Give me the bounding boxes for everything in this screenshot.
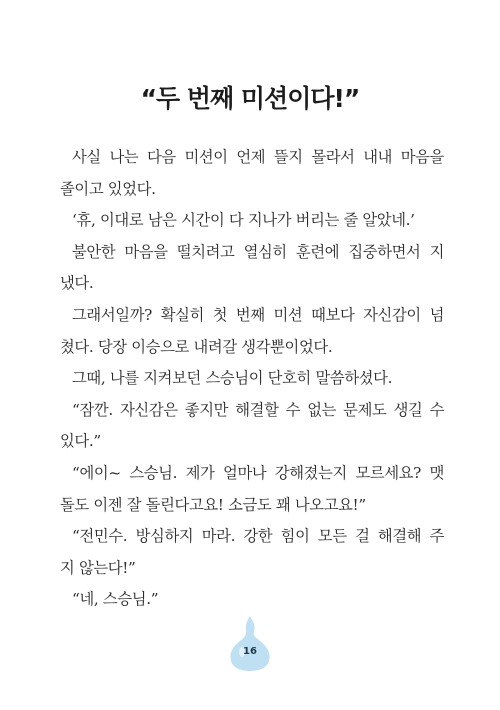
chapter-title: “두 번째 미션이다!”: [140, 84, 360, 113]
droplet-flame-icon: [223, 614, 277, 672]
text-line: “잠깐. 자신감은 좋지만 해결할 수 없는 문제도 생길 수: [72, 400, 444, 419]
text-line: 쳤다. 당장 이승으로 내려갈 생각뿐이었다.: [60, 337, 333, 356]
text-line: ‘휴, 이대로 남은 시간이 다 지나가 버리는 줄 알았네.’: [72, 211, 415, 230]
text-line: 냈다.: [60, 274, 94, 293]
paragraph: [60, 395, 444, 458]
text-line: “에이~ 스승님. 제가 얼마나 강해졌는지 모르세요? 맷: [72, 463, 444, 482]
paragraph: [60, 237, 444, 300]
body-text: [60, 142, 444, 616]
paragraph: [60, 363, 444, 395]
text-line: 있다.”: [60, 432, 101, 451]
paragraph: [60, 205, 444, 237]
text-line: 불안한 마음을 떨치려고 열심히 훈련에 집중하면서 지: [72, 242, 444, 261]
text-line: 졸이고 있었다.: [60, 179, 156, 198]
text-line: “네, 스승님.”: [72, 590, 159, 609]
page-number: 16: [243, 646, 257, 657]
text-line: “전민수. 방심하지 마라. 강한 힘이 모든 걸 해결해 주: [72, 527, 444, 546]
paragraph: [60, 300, 444, 363]
paragraph: [60, 142, 444, 205]
paragraph: [60, 521, 444, 584]
paragraph: [60, 458, 444, 521]
text-line: 지 않는다!”: [60, 558, 136, 577]
text-line: 그때, 나를 지켜보던 스승님이 단호히 말씀하셨다.: [72, 369, 393, 388]
page-folio: [223, 614, 277, 672]
text-line: 그래서일까? 확실히 첫 번째 미션 때보다 자신감이 넘: [72, 305, 444, 324]
text-line: 돌도 이젠 잘 돌린다고요! 소금도 꽤 나오고요!”: [60, 495, 366, 514]
text-line: 사실 나는 다음 미션이 언제 뜰지 몰라서 내내 마음을: [72, 148, 444, 166]
paragraph: [60, 584, 444, 616]
